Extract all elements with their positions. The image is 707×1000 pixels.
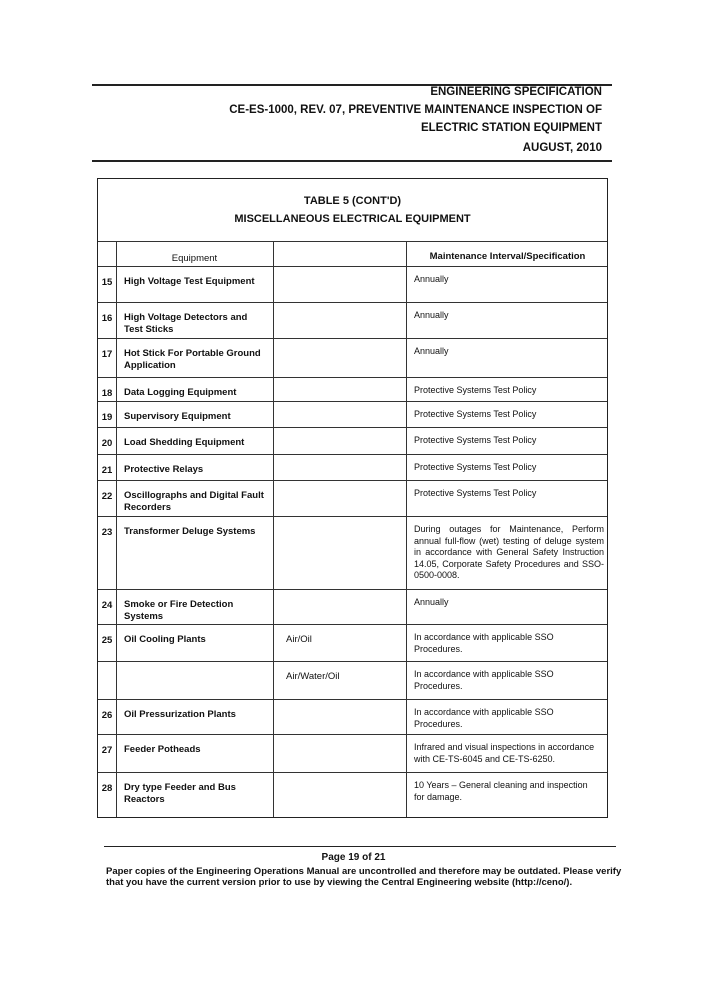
row-divider [98, 699, 607, 700]
row-equipment: High Voltage Detectors and Test Sticks [124, 312, 248, 335]
row-number: 18 [101, 388, 113, 399]
footer-rule [104, 846, 616, 847]
row-divider [98, 661, 607, 662]
table-title: TABLE 5 (CONT'D) [303, 195, 402, 207]
row-divider [98, 589, 607, 590]
row-divider [98, 427, 607, 428]
row-maintenance: Protective Systems Test Policy [414, 462, 537, 472]
row-equipment: Oil Pressurization Plants [124, 709, 236, 720]
row-divider [98, 454, 607, 455]
row-divider [98, 401, 607, 402]
row-equipment: Protective Relays [124, 464, 204, 475]
row-divider [98, 480, 607, 481]
row-equipment: High Voltage Test Equipment [124, 276, 255, 287]
table-subtitle: MISCELLANEOUS ELECTRICAL EQUIPMENT [234, 213, 471, 225]
row-divider [98, 338, 607, 339]
row-number: 21 [101, 465, 113, 476]
row-maintenance: In accordance with applicable SSO Procedures. [414, 632, 554, 654]
row-number: 22 [101, 491, 113, 502]
row-number: 25 [101, 635, 113, 646]
row-type: Air/Water/Oil [286, 671, 340, 682]
header-rule-bottom [92, 160, 612, 162]
row-number: 27 [101, 745, 113, 756]
row-divider [98, 734, 607, 735]
row-maintenance: Protective Systems Test Policy [414, 409, 537, 419]
row-divider [98, 516, 607, 517]
row-maintenance: 10 Years – General cleaning and inspection for damage. [414, 780, 588, 802]
row-maintenance: Protective Systems Test Policy [414, 435, 537, 445]
row-maintenance: Annually [414, 310, 449, 320]
row-maintenance: Annually [414, 346, 449, 356]
row-equipment: Hot Stick For Portable Ground Application [124, 348, 261, 371]
doc-date: AUGUST, 2010 [522, 142, 602, 154]
row-equipment: Oscillographs and Digital Fault Recorders [124, 490, 264, 513]
row-divider [98, 302, 607, 303]
row-equipment: Feeder Potheads [124, 744, 201, 755]
footer-notice: Paper copies of the Engineering Operations Manual are uncontrolled and therefore may be outdated. Please verify that you have the current version prior to use by viewing the Central Engineering website (http://ceno/). [106, 866, 622, 888]
row-equipment: Transformer Deluge Systems [124, 526, 256, 537]
row-maintenance: Annually [414, 274, 449, 284]
row-equipment: Dry type Feeder and Bus Reactors [124, 782, 236, 805]
row-number: 16 [101, 313, 113, 324]
row-maintenance: In accordance with applicable SSO Procedures. [414, 669, 554, 691]
row-maintenance: Protective Systems Test Policy [414, 488, 537, 498]
row-maintenance: Infrared and visual inspections in accordance with CE-TS-6045 and CE-TS-6250. [414, 742, 595, 764]
col-line-type [406, 241, 407, 817]
row-divider [98, 772, 607, 773]
maintenance-table [97, 178, 608, 818]
row-number: 15 [101, 277, 113, 288]
row-divider [98, 624, 607, 625]
col-header-equipment: Equipment [171, 253, 218, 264]
row-number: 23 [101, 527, 113, 538]
row-maintenance: Protective Systems Test Policy [414, 385, 537, 395]
row-number: 28 [101, 783, 113, 794]
row-number: 20 [101, 438, 113, 449]
col-header-maintenance: Maintenance Interval/Specification [429, 251, 586, 262]
row-equipment: Data Logging Equipment [124, 387, 237, 398]
row-number: 26 [101, 710, 113, 721]
row-number: 24 [101, 600, 113, 611]
doc-title: CE-ES-1000, REV. 07, PREVENTIVE MAINTENANCE INSPECTION OF [229, 104, 602, 116]
row-equipment: Load Shedding Equipment [124, 437, 245, 448]
row-maintenance: Annually [414, 597, 449, 607]
row-number: 19 [101, 412, 113, 423]
doc-title-cont: ELECTRIC STATION EQUIPMENT [420, 122, 602, 134]
col-line-num [116, 241, 117, 817]
doc-type: ENGINEERING SPECIFICATION [430, 86, 602, 98]
row-equipment: Oil Cooling Plants [124, 634, 206, 645]
row-equipment: Supervisory Equipment [124, 411, 231, 422]
row-number: 17 [101, 349, 113, 360]
page-number: Page 19 of 21 [321, 852, 386, 863]
header-divider [98, 266, 607, 267]
row-maintenance: In accordance with applicable SSO Procedures. [414, 707, 554, 729]
row-divider [98, 377, 607, 378]
caption-divider [98, 241, 607, 242]
col-line-equipment [273, 241, 274, 817]
row-equipment: Smoke or Fire Detection Systems [124, 599, 234, 622]
row-type: Air/Oil [286, 634, 312, 645]
row-maintenance: During outages for Maintenance, Perform annual full-flow (wet) testing of deluge system in accordance with General Safety Instruction 14.05, Corporate Safety Procedures and SSO-0500-0008. [414, 524, 604, 580]
